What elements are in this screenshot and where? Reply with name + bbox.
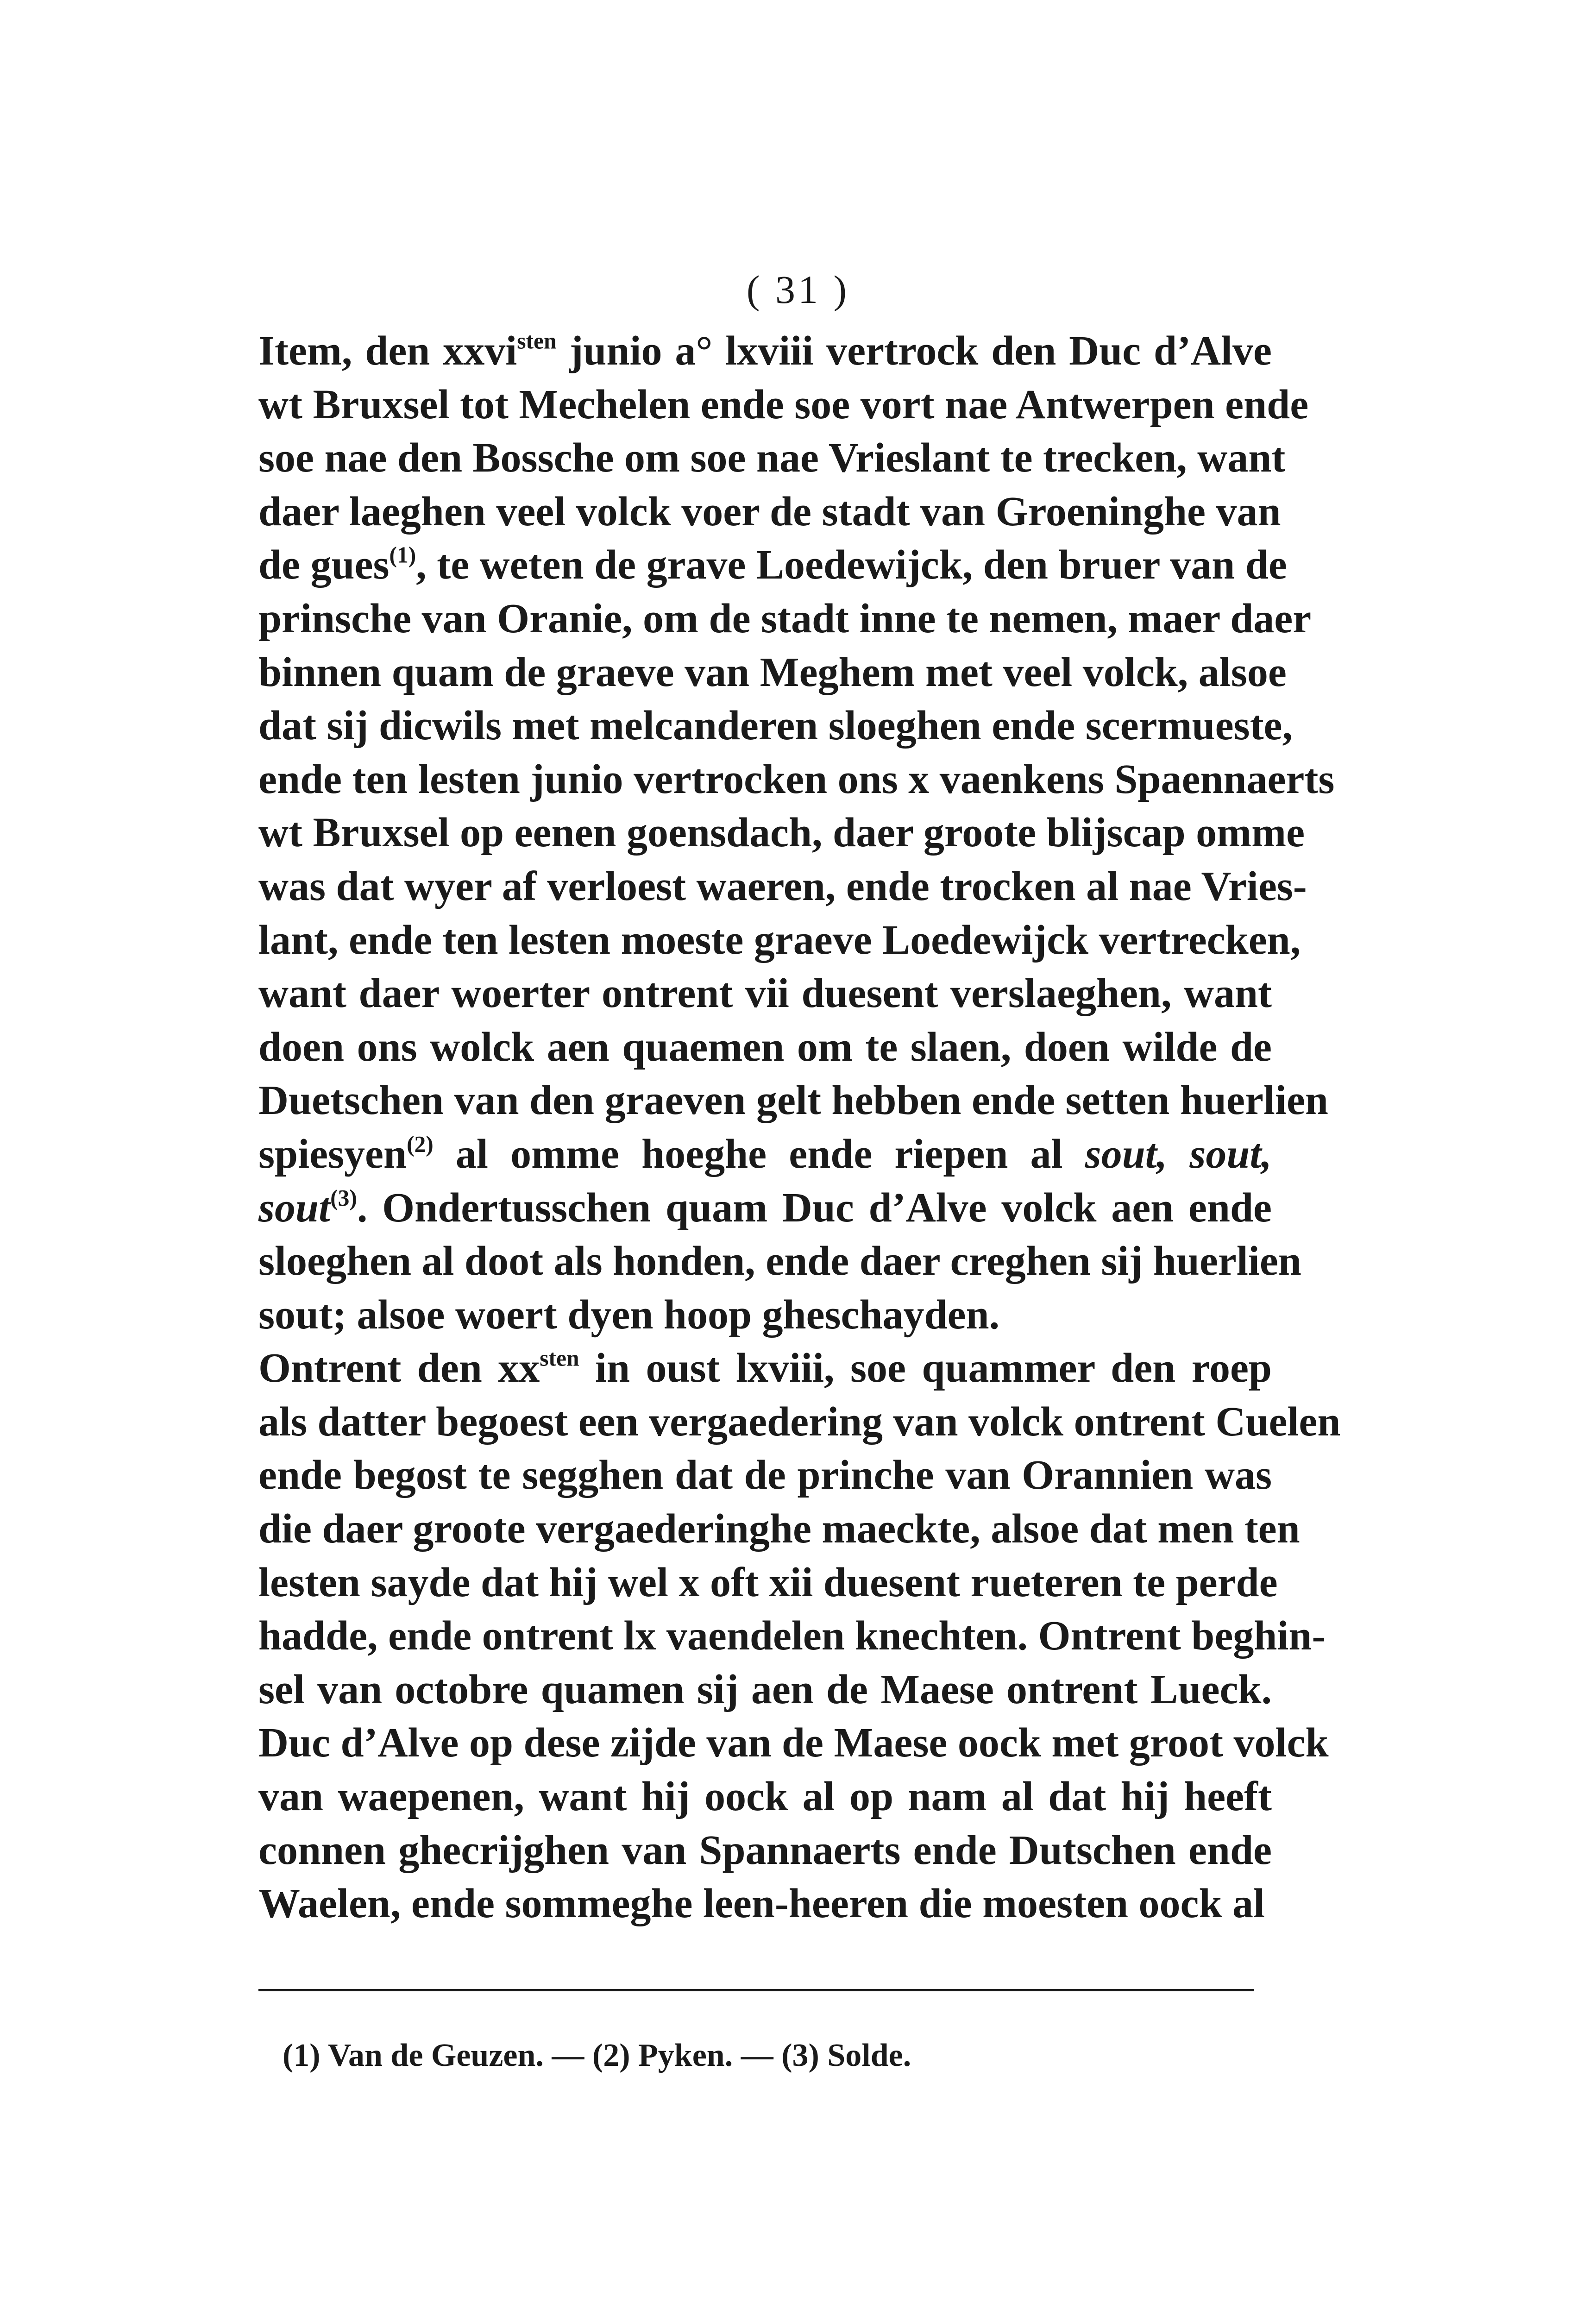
text-line: sout$^{(3)}$. Ondertusschen quam Duc d’Alve volck aen ende	[258, 1184, 1272, 1231]
footnotes: (1) Van de Geuzen. — (2) Pyken. — (3) Solde.	[283, 2038, 911, 2073]
text-line: lant, ende ten lesten moeste graeve Loedewijck vertrecken,	[258, 917, 1301, 963]
text-line: wt Bruxsel op eenen goensdach, daer groote blijscap omme	[258, 810, 1305, 856]
text-line: spiesyen$^{(2)}$ al omme hoeghe ende riepen al sout, sout,	[258, 1131, 1272, 1177]
text-line: binnen quam de graeve van Meghem met veel volck, alsoe	[258, 649, 1287, 695]
text-line: van waepenen, want hij oock al op nam al dat hij heeft	[258, 1774, 1272, 1820]
text-line: was dat wyer af verloest waeren, ende trocken al nae Vries-	[258, 863, 1307, 909]
body-text	[258, 324, 1341, 1931]
text-line: sel van octobre quamen sij aen de Maese ontrent Lueck.	[258, 1666, 1272, 1712]
text-line: lesten sayde dat hij wel x oft xii duesent rueteren te perde	[258, 1559, 1278, 1605]
text-line: hadde, ende ontrent lx vaendelen knechten. Ontrent beghin-	[258, 1613, 1326, 1659]
text-line: Duc d’Alve op dese zijde van de Maese oock met groot volck	[258, 1720, 1329, 1766]
text-line: sout; alsoe woert dyen hoop gheschayden.	[258, 1291, 1000, 1338]
text-line: de gues$^{(1)}$, te weten de grave Loedewijck, den bruer van de	[258, 542, 1287, 588]
text-line: Duetschen van den graeven gelt hebben ende setten huerlien	[258, 1077, 1328, 1124]
text-line: Item, den xxvi$^{sten}$ junio a° lxviii vertrock den Duc d’Alve	[258, 328, 1272, 374]
text-line: Waelen, ende sommeghe leen-heeren die moesten oock al	[258, 1881, 1265, 1927]
text-line: doen ons wolck aen quaemen om te slaen, doen wilde de	[258, 1024, 1272, 1070]
text-line: sloeghen al doot als honden, ende daer creghen sij huerlien	[258, 1238, 1301, 1284]
text-line: connen ghecrijghen van Spannaerts ende Dutschen ende	[258, 1827, 1272, 1873]
text-line: als datter begoest een vergaedering van volck ontrent Cuelen	[258, 1398, 1341, 1445]
text-line: wt Bruxsel tot Mechelen ende soe vort nae Antwerpen ende	[258, 381, 1309, 428]
text-line: dat sij dicwils met melcanderen sloeghen ende scermueste,	[258, 703, 1293, 749]
text-line: ende begost te segghen dat de prinche van Orannien was	[258, 1452, 1272, 1498]
text-line: prinsche van Oranie, om de stadt inne te nemen, maer daer	[258, 595, 1312, 642]
paragraph	[258, 1341, 1341, 1931]
footnote-divider	[258, 1989, 1254, 1991]
paragraph	[258, 324, 1335, 1341]
text-line: want daer woerter ontrent vii duesent verslaeghen, want	[258, 970, 1272, 1017]
text-line: die daer groote vergaederinghe maeckte, alsoe dat men ten	[258, 1506, 1300, 1552]
page-number: ( 31 )	[746, 267, 850, 312]
text-line: Ontrent den $xx^{sten}$ in oust lxviii, soe quammer den roep	[258, 1345, 1272, 1391]
text-line: soe nae den Bossche om soe nae Vrieslant te trecken, want	[258, 435, 1286, 481]
text-line: ende ten lesten junio vertrocken ons x vaenkens Spaennaerts	[258, 756, 1335, 802]
text-line: daer laeghen veel volck voer de stadt van Groeninghe van	[258, 488, 1281, 535]
